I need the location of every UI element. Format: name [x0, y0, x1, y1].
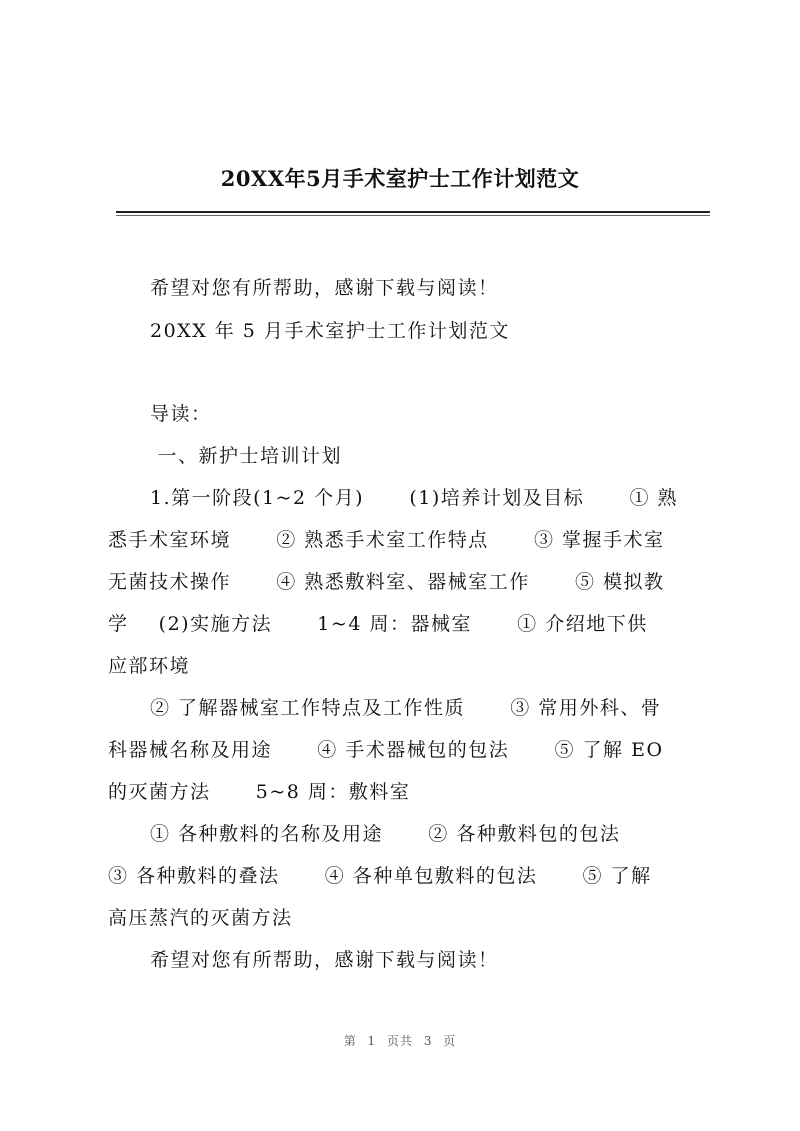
document-title: 20XX年5月手术室护士工作计划范文: [220, 166, 580, 191]
body-line: ② 了解器械室工作特点及工作性质 ③ 常用外科、骨: [150, 697, 662, 719]
body-line: 无菌技术操作 ④ 熟悉敷料室、器械室工作 ⑤ 模拟教: [108, 571, 665, 593]
body-line: 希望对您有所帮助，感谢下载与阅读！: [150, 949, 499, 971]
body-line: 高压蒸汽的灭菌方法: [108, 907, 293, 929]
body-line: 1.第一阶段(1~2 个月) (1)培养计划及目标 ① 熟: [150, 487, 679, 509]
body-line: 一、新护士培训计划: [150, 445, 343, 467]
body-line: 悉手术室环境 ② 熟悉手术室工作特点 ③ 掌握手术室: [108, 529, 665, 551]
body-line: ① 各种敷料的名称及用途 ② 各种敷料包的包法: [150, 823, 621, 845]
title-underline: [116, 211, 710, 213]
page-footer: 第 1 页共 3 页: [343, 1034, 457, 1048]
body-line: 20XX 年 5 月手术室护士工作计划范文: [150, 320, 510, 342]
body-line: 导读：: [150, 403, 212, 425]
body-line: 希望对您有所帮助，感谢下载与阅读！: [150, 277, 499, 299]
body-line: 应部环境: [108, 655, 191, 677]
title-underline-thin: [116, 215, 710, 216]
body-line: ③ 各种敷料的叠法 ④ 各种单包敷料的包法 ⑤ 了解: [108, 865, 652, 887]
body-line: 的灭菌方法 5~8 周：敷料室: [108, 781, 411, 803]
body-line: 学 (2)实施方法 1~4 周：器械室 ① 介绍地下供: [108, 613, 648, 635]
body-line: 科器械名称及用途 ④ 手术器械包的包法 ⑤ 了解 EO: [108, 739, 664, 761]
